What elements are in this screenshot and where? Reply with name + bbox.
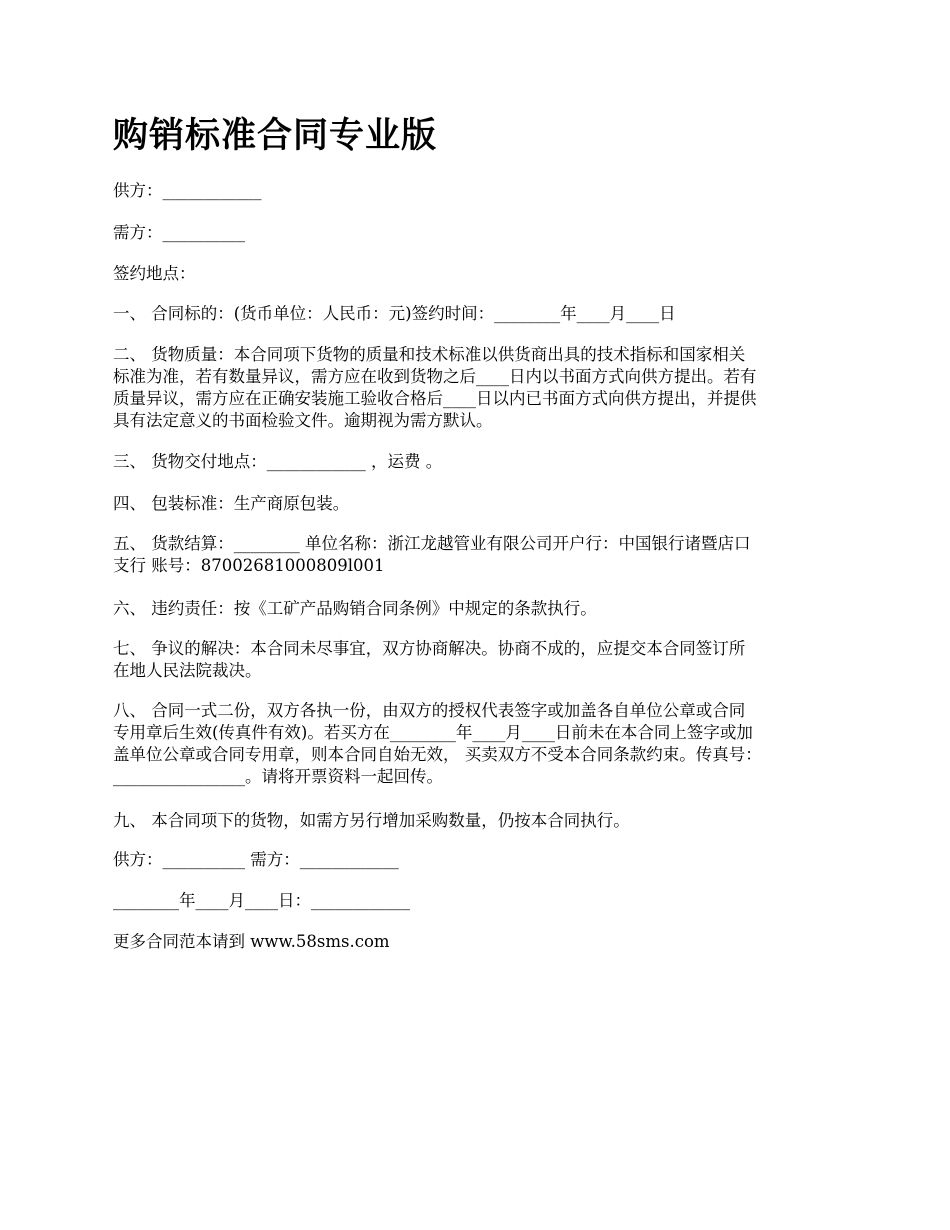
text-line: 专用章后生效(传真件有效)。若买方在________年____月____日前未在本合同上签字或加 [113,723,753,742]
date-line [113,890,843,912]
clause-4 [113,493,843,515]
clause-5 [113,533,843,577]
text-line: 供方：__________ 需方：____________ [113,850,399,869]
text-line: 一、 合同标的：(货币单位：人民币：元)签约时间：________年____月____日 [113,304,676,323]
text-line: 供方：____________ [113,181,262,200]
text-line: ________年____月____日：____________ [113,891,410,910]
clause-8 [113,700,843,788]
signing-place-line [113,263,843,285]
text-line: 支行 账号：87002681000809l001 [113,556,385,575]
text-line: 二、 货物质量：本合同项下货物的质量和技术标准以供货商出具的技术指标和国家相关 [113,345,746,364]
text-line: 三、 货物交付地点：____________ ，运费 。 [113,452,443,471]
text-line: 需方：__________ [113,223,245,242]
text-line: 五、 货款结算：________ 单位名称：浙江龙越管业有限公司开户行：中国银行诸暨店口 [113,534,751,553]
document-title: 购销标准合同专业版 [113,116,438,156]
text-line: 八、 合同一式二份，双方各执一份，由双方的授权代表签字或加盖各自单位公章或合同 [113,701,746,720]
text-line: 标准为准，若有数量异议，需方应在收到货物之后____日内以书面方式向供方提出。若有 [113,367,757,386]
text-line: ________________。请将开票资料一起回传。 [113,767,443,786]
signatures-line [113,849,843,871]
clause-7 [113,638,843,682]
text-line: 九、 本合同项下的货物，如需方另行增加采购数量，仍按本合同执行。 [113,811,630,830]
clause-3 [113,451,843,473]
text-line: 具有法定意义的书面检验文件。逾期视为需方默认。 [113,411,493,430]
text-line: 盖单位公章或合同专用章，则本合同自始无效， 买卖双方不受本合同条款约束。传真号： [113,745,762,764]
text-line: 六、 违约责任：按《工矿产品购销合同条例》中规定的条款执行。 [113,599,597,618]
text-line: 更多合同范本请到 www.58sms.com [113,932,390,951]
clause-2 [113,344,843,432]
supplier-line [113,180,843,202]
text-line: 签约地点： [113,264,196,283]
buyer-line [113,222,843,244]
clause-9 [113,810,843,832]
footer-link [113,931,843,953]
text-line: 七、 争议的解决：本合同未尽事宜，双方协商解决。协商不成的，应提交本合同签订所 [113,639,746,658]
clause-1 [113,303,843,325]
text-line: 质量异议，需方应在正确安装施工验收合格后____日以内已书面方式向供方提出，并提供 [113,389,757,408]
text-line: 四、 包装标准：生产商原包装。 [113,494,350,513]
text-line: 在地人民法院裁决。 [113,661,262,680]
clause-6 [113,598,843,620]
